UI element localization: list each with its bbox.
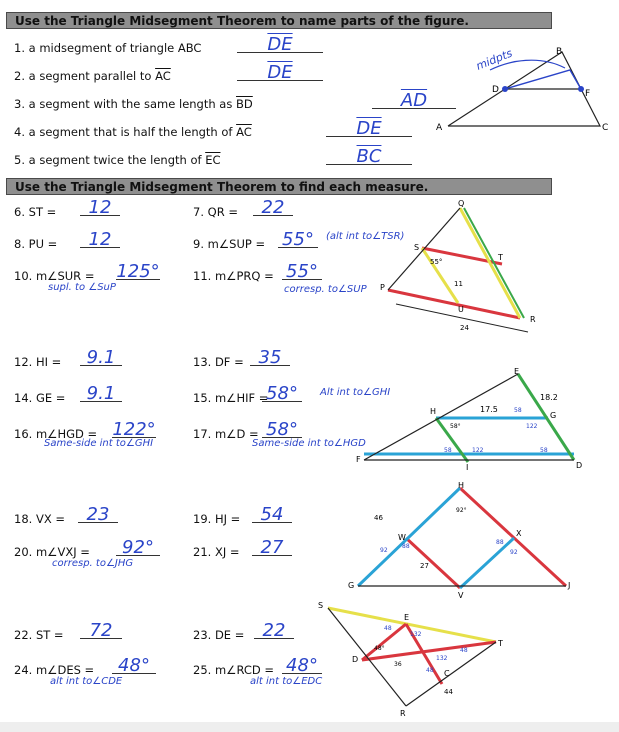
answer-1[interactable]: $\overline{DE}$	[237, 38, 323, 53]
label-f: F	[585, 89, 591, 99]
segment-pq	[388, 208, 460, 290]
problem-8: 8. PU =	[14, 237, 58, 251]
label-24: 24	[460, 324, 469, 332]
answer-15[interactable]: 58°	[262, 387, 302, 402]
label-36: 36	[394, 661, 402, 668]
answer-25[interactable]: 48°	[282, 659, 322, 674]
angle-58a: 58°	[450, 423, 461, 430]
answer-22[interactable]: 72	[80, 624, 122, 639]
label-t: T	[498, 253, 503, 262]
problem-10: 10. m∠SUR =	[14, 269, 95, 283]
problem-12: 12. HI =	[14, 355, 62, 369]
angle-92c: 92	[510, 549, 518, 556]
angle-48b: 48°	[374, 645, 385, 652]
answer-4[interactable]: $\overline{DE}$	[326, 122, 412, 137]
figure-hwxgvj	[340, 482, 580, 602]
answer-10[interactable]: 125°	[116, 261, 160, 282]
angle-92b: 92	[380, 547, 388, 554]
label-w: W	[398, 533, 406, 542]
label-46: 46	[374, 514, 383, 522]
answer-23[interactable]: 22	[254, 624, 294, 639]
answer-5[interactable]: $\overline{BC}$	[326, 150, 412, 165]
label-f2: F	[356, 455, 361, 464]
segment-qr	[460, 208, 520, 318]
angle-58b: 58	[514, 407, 522, 414]
angle-88a: 88	[402, 543, 410, 550]
answer-2[interactable]: $\overline{DE}$	[237, 66, 323, 81]
question-5: 5. a segment twice the length of $\overline{EC}$	[14, 153, 221, 167]
problem-19: 19. HJ =	[193, 512, 241, 526]
figure-setdcr	[310, 600, 510, 718]
problem-14: 14. GE =	[14, 391, 66, 405]
problem-23: 23. DE =	[193, 628, 245, 642]
angle-132b: 132	[436, 655, 448, 662]
problem-17: 17. m∠D =	[193, 427, 259, 441]
segment-qr-green	[464, 208, 524, 318]
problem-15: 15. m∠HIF =	[193, 391, 269, 405]
question-3: 3. a segment with the same length as $\overline{BD}$	[14, 97, 253, 111]
label-j: J	[568, 581, 571, 590]
label-27: 27	[420, 562, 429, 570]
answer-6[interactable]: 12	[80, 201, 120, 216]
problem-25: 25. m∠RCD =	[193, 663, 275, 677]
angle-92a: 92°	[456, 507, 467, 514]
bottom-bar	[0, 722, 619, 732]
answer-13[interactable]: 35	[250, 351, 290, 366]
angle-122b: 122	[472, 447, 484, 454]
midpts-note: midpts	[474, 46, 515, 73]
answer-18[interactable]: 23	[78, 508, 118, 523]
answer-14[interactable]: 9.1	[80, 387, 122, 402]
label-18-2: 18.2	[540, 393, 558, 402]
problem-11: 11. m∠PRQ =	[193, 269, 274, 283]
note-17: Same-side int to∠HGD	[252, 438, 366, 449]
angle-88b: 88	[496, 539, 504, 546]
label-v: V	[458, 591, 464, 600]
label-a: A	[436, 123, 443, 133]
note-11: corresp. to∠SUP	[284, 284, 367, 295]
point-d	[502, 86, 508, 92]
note-9: (alt int to∠TSR)	[326, 231, 405, 242]
answer-16[interactable]: 122°	[112, 419, 156, 440]
label-g3: G	[348, 581, 355, 590]
problem-9: 9. m∠SUP =	[193, 237, 266, 251]
answer-8[interactable]: 12	[80, 233, 120, 248]
label-r: R	[530, 315, 536, 324]
section2-header: Use the Triangle Midsegment Theorem to find each measure.	[6, 178, 552, 195]
angle-48d: 48	[460, 647, 468, 654]
problem-7: 7. QR =	[193, 205, 238, 219]
segment-su	[422, 248, 458, 303]
label-c4: C	[444, 669, 450, 678]
note-10: supl. to ∠SuP	[48, 282, 116, 293]
note-20: corresp. to∠JHG	[52, 558, 134, 569]
problem-22: 22. ST =	[14, 628, 64, 642]
triangle-abc-figure	[420, 30, 615, 140]
answer-19[interactable]: 54	[252, 508, 292, 523]
label-d2: D	[576, 461, 583, 470]
question-2: 2. a segment parallel to $\overline{AC}$	[14, 69, 171, 83]
label-h: H	[430, 407, 437, 416]
label-q: Q	[458, 199, 465, 208]
angle-58d: 58	[540, 447, 548, 454]
answer-3[interactable]: $\overline{AD}$	[372, 94, 456, 109]
problem-13: 13. DF =	[193, 355, 244, 369]
problem-18: 18. VX =	[14, 512, 65, 526]
segment-hg	[358, 488, 460, 586]
label-h3: H	[458, 481, 465, 490]
problem-16: 16. m∠HGD =	[14, 427, 98, 441]
label-e: E	[514, 367, 520, 376]
answer-17[interactable]: 58°	[262, 423, 302, 438]
angle-132a: 132	[410, 631, 422, 638]
label-g: G	[550, 411, 557, 420]
label-u: U	[458, 305, 464, 314]
angle-58c: 58	[444, 447, 452, 454]
label-t4: T	[498, 639, 503, 648]
note-15: Alt int to∠GHI	[320, 387, 391, 398]
figure-qstpur	[378, 198, 548, 340]
answer-12[interactable]: 9.1	[80, 351, 122, 366]
question-4: 4. a segment that is half the length of $\overline{AC}$	[14, 125, 252, 139]
answer-20[interactable]: 92°	[116, 541, 160, 556]
answer-7[interactable]: 22	[253, 201, 293, 216]
label-17-5: 17.5	[480, 405, 498, 414]
note-16: Same-side int to∠GHI	[44, 438, 154, 449]
problem-21: 21. XJ =	[193, 545, 240, 559]
note-25: alt int to∠EDC	[250, 676, 323, 687]
label-11: 11	[454, 280, 463, 288]
label-x: X	[516, 529, 522, 538]
label-c: C	[602, 123, 609, 133]
figure-ehgfid	[350, 366, 583, 476]
answer-21[interactable]: 27	[252, 541, 292, 556]
angle-label-55: 55°	[430, 258, 443, 266]
label-b: B	[556, 47, 563, 57]
ink-arrows	[505, 70, 581, 89]
angle-48c: 48	[426, 667, 434, 674]
label-e4: E	[404, 613, 410, 622]
answer-9[interactable]: 55°	[278, 233, 318, 248]
label-i: I	[466, 463, 469, 472]
label-44: 44	[444, 688, 453, 696]
problem-6: 6. ST =	[14, 205, 57, 219]
question-1: 1. a midsegment of triangle ABC	[14, 41, 202, 55]
label-p: P	[380, 283, 385, 292]
answer-24[interactable]: 48°	[112, 659, 156, 674]
label-r4: R	[400, 709, 406, 718]
segment-xv	[460, 538, 514, 588]
problem-24: 24. m∠DES =	[14, 663, 95, 677]
angle-122a: 122	[526, 423, 538, 430]
label-s: S	[414, 243, 420, 252]
point-e	[578, 86, 584, 92]
label-d: D	[492, 85, 499, 95]
label-s4: S	[318, 601, 324, 610]
note-24: alt int to∠CDE	[50, 676, 123, 687]
problem-20: 20. m∠VXJ =	[14, 545, 90, 559]
segment-wv	[406, 538, 460, 588]
label-d4: D	[352, 655, 359, 664]
angle-48a: 48	[384, 625, 392, 632]
section1-header: Use the Triangle Midsegment Theorem to name parts of the figure.	[6, 12, 552, 29]
answer-11[interactable]: 55°	[282, 265, 322, 280]
